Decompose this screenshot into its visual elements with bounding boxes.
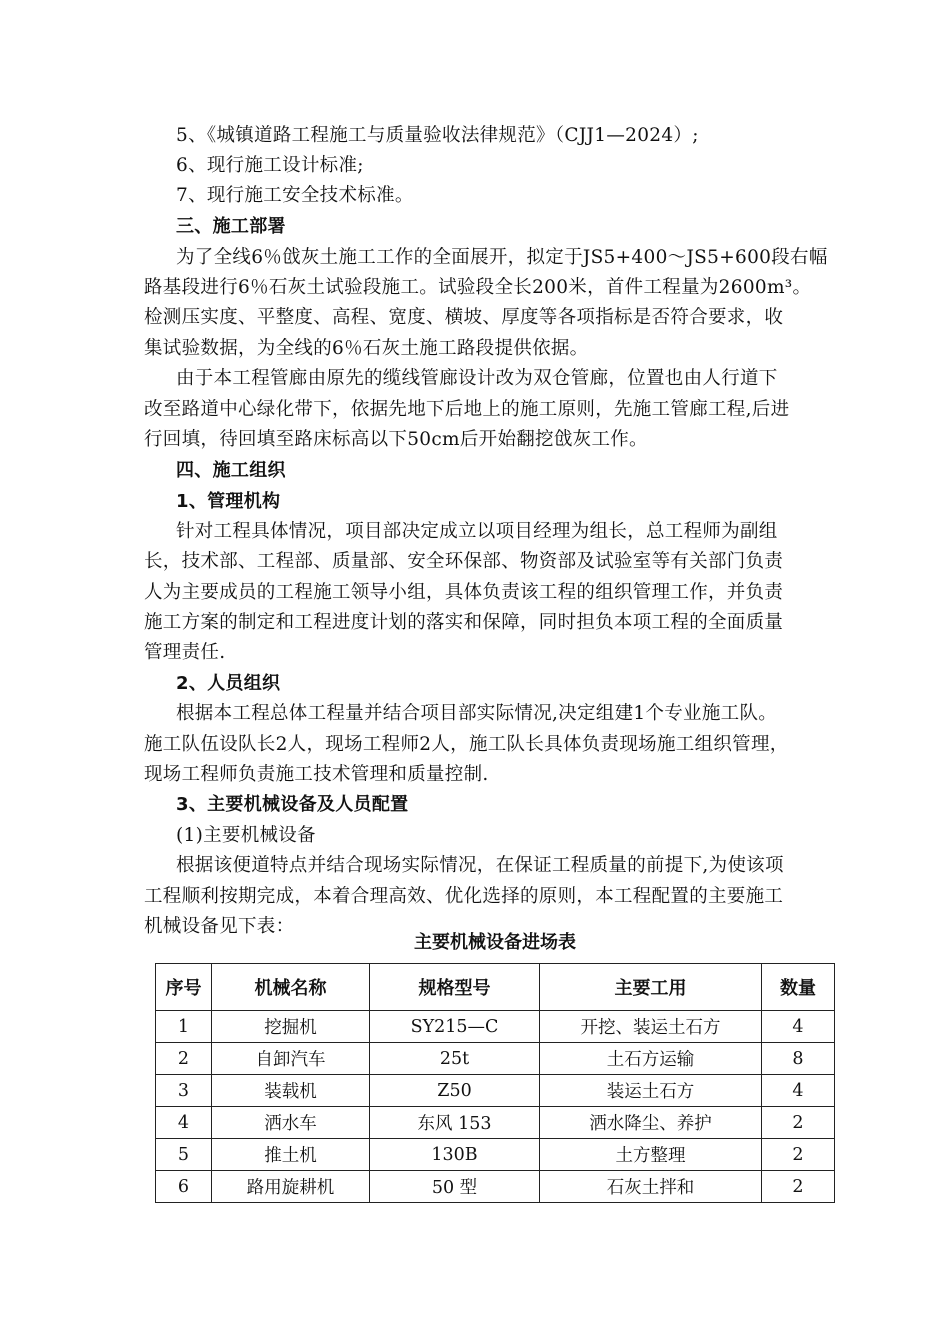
paragraph-line: 施工队伍设队长2人，现场工程师2人，施工队长具体负责现场施工组织管理， (144, 734, 789, 755)
paragraph-line: 改至路道中心绿化带下，依据先地下后地上的施工原则，先施工管廊工程,后进 (144, 399, 790, 420)
paragraph-line: 长，技术部、工程部、质量部、安全环保部、物资部及试验室等有关部门负责 (144, 551, 784, 572)
cell-index: 5 (156, 1139, 212, 1171)
table-row (156, 1139, 835, 1171)
cell-name: 洒水车 (212, 1107, 370, 1139)
cell-index: 6 (156, 1171, 212, 1203)
paragraph-line: 根据本工程总体工程量并结合项目部实际情况,决定组建1个专业施工队。 (176, 703, 778, 724)
header-cell-name: 机械名称 (212, 964, 370, 1011)
cell-name: 自卸汽车 (212, 1043, 370, 1075)
cell-quantity: 2 (762, 1171, 835, 1203)
paragraph-line: 5、《城镇道路工程施工与质量验收法律规范》（CJJ1—2024）; (176, 125, 699, 146)
cell-model: 东风 153 (370, 1107, 540, 1139)
cell-model: 25t (370, 1043, 540, 1075)
table-row (156, 1171, 835, 1203)
header-cell-index: 序号 (156, 964, 212, 1011)
cell-name: 推土机 (212, 1139, 370, 1171)
cell-quantity: 2 (762, 1139, 835, 1171)
table-row (156, 1075, 835, 1107)
cell-use: 石灰土拌和 (540, 1171, 762, 1203)
cell-quantity: 4 (762, 1011, 835, 1043)
equipment-table (155, 963, 835, 1203)
paragraph-line: 人为主要成员的工程施工领导小组，具体负责该工程的组织管理工作，并负责 (144, 582, 784, 603)
paragraph-line: 行回填，待回填至路床标高以下50cm后开始翻挖戗灰工作。 (144, 429, 648, 450)
paragraph-line: 7、现行施工安全技术标准。 (176, 185, 414, 206)
cell-model: SY215—C (370, 1011, 540, 1043)
cell-model: 130B (370, 1139, 540, 1171)
paragraph-line: 检测压实度、平整度、高程、宽度、横坡、厚度等各项指标是否符合要求，收 (144, 307, 784, 328)
paragraph-line: 机械设备见下表： (144, 916, 295, 937)
cell-model: 50 型 (370, 1171, 540, 1203)
table-title: 主要机械设备进场表 (414, 932, 576, 953)
paragraph-line: 根据该便道特点并结合现场实际情况，在保证工程质量的前提下,为使该项 (176, 855, 784, 876)
section-heading: 三、施工部署 (176, 216, 286, 237)
cell-use: 洒水降尘、养护 (540, 1107, 762, 1139)
table-row (156, 1107, 835, 1139)
cell-model: Z50 (370, 1075, 540, 1107)
cell-name: 路用旋耕机 (212, 1171, 370, 1203)
cell-quantity: 4 (762, 1075, 835, 1107)
header-cell-use: 主要工用 (540, 964, 762, 1011)
cell-index: 3 (156, 1075, 212, 1107)
paragraph-line: 由于本工程管廊由原先的缆线管廊设计改为双仓管廊，位置也由人行道下 (176, 368, 778, 389)
paragraph-line: 现场工程师负责施工技术管理和质量控制. (144, 764, 489, 785)
cell-index: 1 (156, 1011, 212, 1043)
cell-use: 装运土石方 (540, 1075, 762, 1107)
paragraph-line: 集试验数据，为全线的6％石灰土施工路段提供依据。 (144, 338, 589, 359)
cell-index: 2 (156, 1043, 212, 1075)
paragraph-line: (1)主要机械设备 (176, 825, 316, 846)
paragraph-line: 施工方案的制定和工程进度计划的落实和保障，同时担负本项工程的全面质量 (144, 612, 784, 633)
paragraph-line: 路基段进行6％石灰土试验段施工。试验段全长200米，首件工程量为2600m³。 (144, 277, 812, 298)
cell-use: 土石方运输 (540, 1043, 762, 1075)
section-heading: 四、施工组织 (176, 460, 286, 481)
table-row (156, 1011, 835, 1043)
paragraph-line: 工程顺利按期完成，本着合理高效、优化选择的原则，本工程配置的主要施工 (144, 886, 784, 907)
header-cell-quantity: 数量 (762, 964, 835, 1011)
section-heading: 1、管理机构 (176, 491, 281, 512)
table-header-row (156, 964, 835, 1011)
cell-use: 土方整理 (540, 1139, 762, 1171)
cell-name: 装载机 (212, 1075, 370, 1107)
paragraph-line: 针对工程具体情况，项目部决定成立以项目经理为组长，总工程师为副组 (176, 521, 778, 542)
paragraph-line: 管理责任. (144, 642, 226, 663)
paragraph-line: 为了全线6％戗灰土施工工作的全面展开，拟定于JS5+400～JS5+600段右幅 (176, 247, 828, 268)
paragraph-line: 6、现行施工设计标准; (176, 155, 364, 176)
cell-quantity: 8 (762, 1043, 835, 1075)
cell-quantity: 2 (762, 1107, 835, 1139)
cell-index: 4 (156, 1107, 212, 1139)
header-cell-model: 规格型号 (370, 964, 540, 1011)
section-heading: 2、人员组织 (176, 673, 281, 694)
section-heading: 3、主要机械设备及人员配置 (176, 794, 409, 815)
cell-name: 挖掘机 (212, 1011, 370, 1043)
table-row (156, 1043, 835, 1075)
cell-use: 开挖、装运土石方 (540, 1011, 762, 1043)
